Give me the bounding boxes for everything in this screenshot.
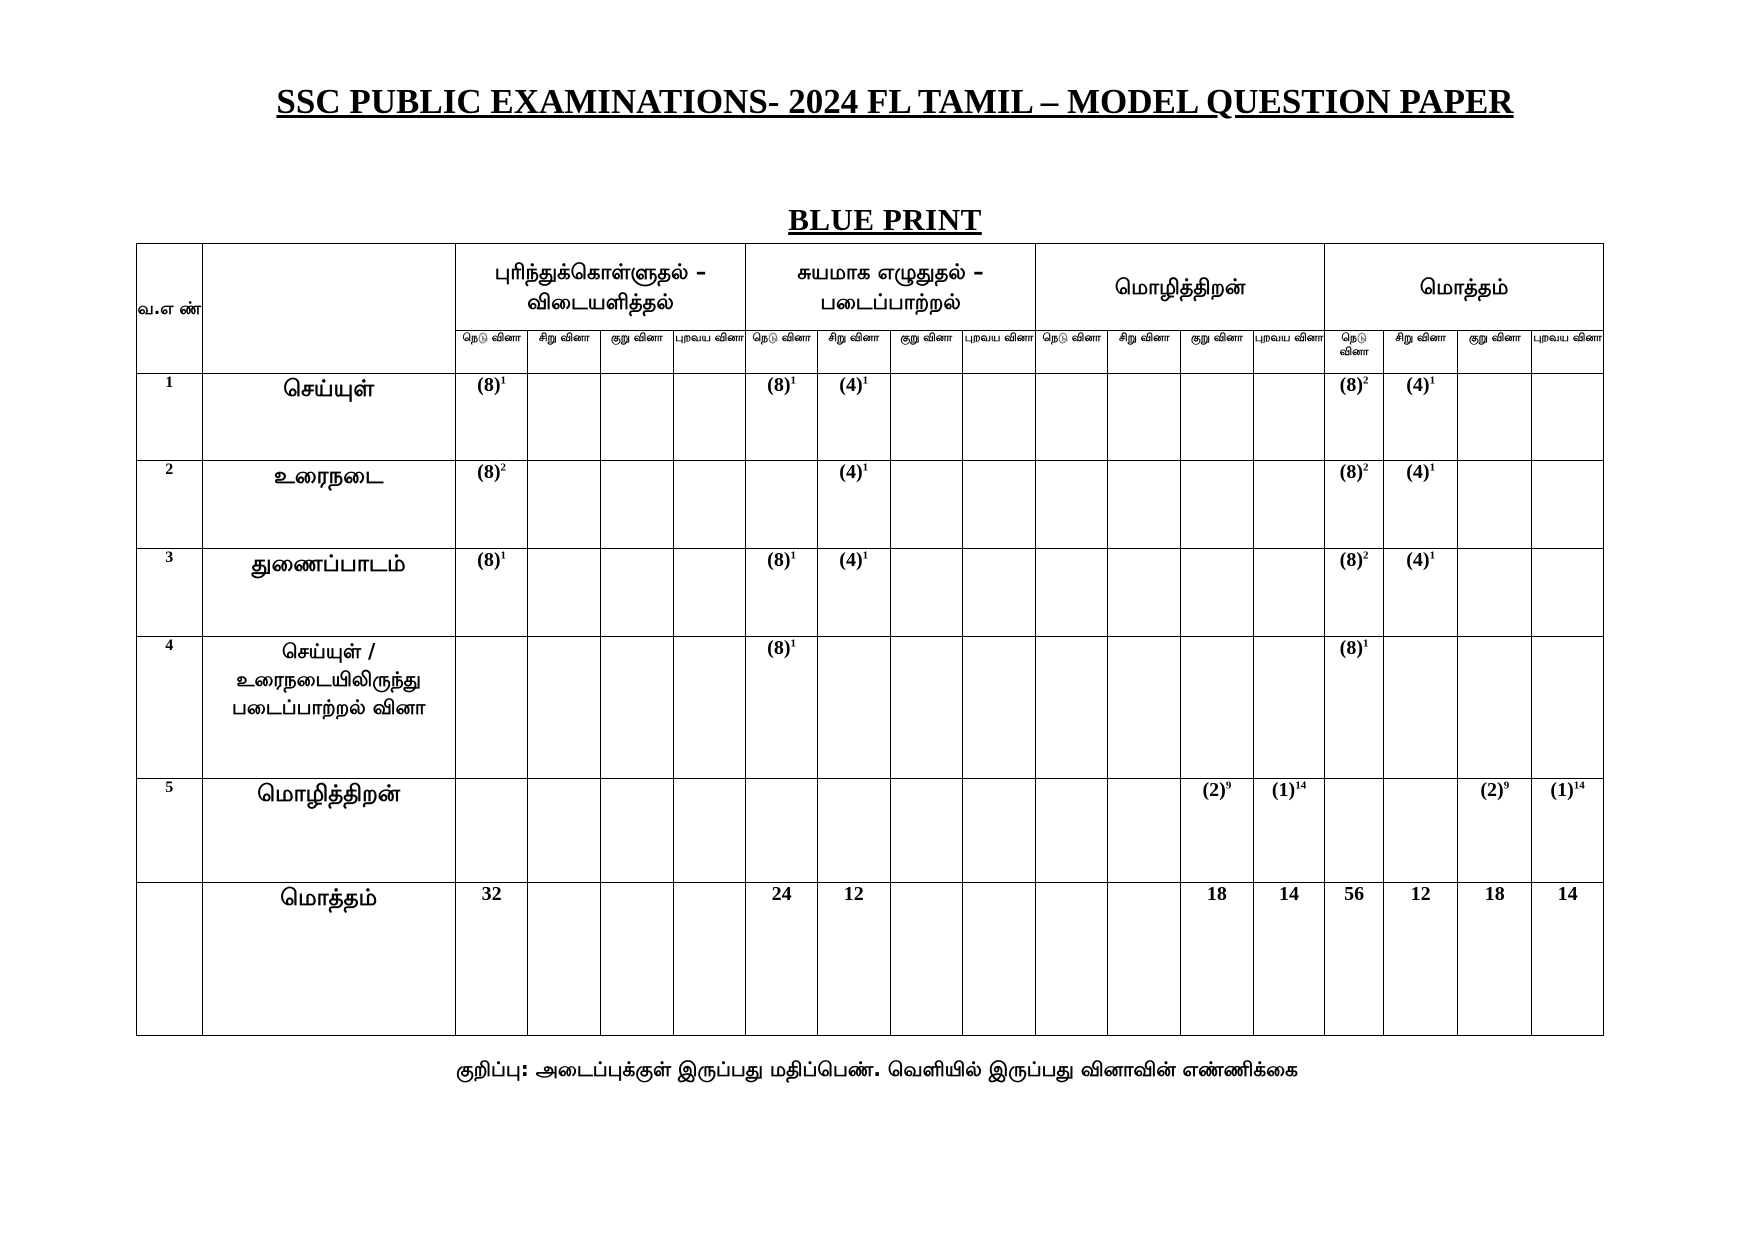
- marks: 4: [845, 549, 856, 571]
- marks-value: $(8)^1$: [767, 374, 797, 396]
- question-count: 14: [1573, 779, 1585, 792]
- row-number: 5: [137, 779, 203, 883]
- row-topic: துணைப்பாடம்: [202, 549, 455, 637]
- marks-value: $(8)^1$: [477, 374, 507, 396]
- table-cell: [1035, 637, 1108, 779]
- subheader-2-2: குறு வினா: [1181, 331, 1254, 374]
- total-cell: [1108, 883, 1181, 1036]
- total-cell: [528, 883, 601, 1036]
- subheader-0-3: புறவய வினா: [673, 331, 746, 374]
- question-count: 1: [862, 461, 869, 474]
- table-cell: [1108, 461, 1181, 549]
- footnote: குறிப்பு: அடைப்புக்குள் இருப்பது மதிப்பெண். வெளியில் இருப்பது வினாவின் எண்ணிக்கை: [456, 1057, 1298, 1081]
- table-cell: [1253, 779, 1325, 883]
- table-cell: [1325, 549, 1384, 637]
- marks-value: $(2)^9$: [1202, 779, 1232, 801]
- total-row: [137, 883, 1604, 1036]
- total-cell: 14: [1532, 883, 1604, 1036]
- question-count: 2: [1363, 461, 1369, 474]
- subheader-1-0: நெடு வினா: [746, 331, 818, 374]
- page-title: SSC PUBLIC EXAMINATIONS- 2024 FL TAMIL – MODEL QUESTION PAPER: [276, 82, 1514, 121]
- table-cell: [1532, 779, 1604, 883]
- marks-value: $(4)^1$: [1406, 549, 1436, 571]
- row-topic: செய்யுள் / உரைநடையிலிருந்து படைப்பாற்றல் வினா: [202, 637, 455, 779]
- subheader-3-2: குறு வினா: [1458, 331, 1532, 374]
- table-cell: [673, 549, 746, 637]
- marks: 8: [1346, 637, 1357, 659]
- table-cell: [817, 779, 890, 883]
- marks: 8: [483, 374, 494, 396]
- table-cell: [890, 461, 963, 549]
- total-cell: 56: [1325, 883, 1384, 1036]
- table-cell: [963, 461, 1036, 549]
- table-cell: [601, 461, 674, 549]
- table-cell: [528, 779, 601, 883]
- subheader-3-0: நெடு வினா: [1325, 331, 1384, 374]
- table-cell: [1325, 461, 1384, 549]
- table-cell: [455, 374, 528, 461]
- table-cell: [1532, 374, 1604, 461]
- table-body: [137, 374, 1604, 1036]
- row-number: 3: [137, 549, 203, 637]
- total-cell: 18: [1458, 883, 1532, 1036]
- table-cell: [455, 549, 528, 637]
- total-cell: [601, 883, 674, 1036]
- table-cell: [1035, 779, 1108, 883]
- table-cell: [1253, 461, 1325, 549]
- marks: 4: [845, 461, 856, 483]
- marks-value: $(4)^1$: [839, 549, 869, 571]
- table-row: [137, 461, 1604, 549]
- table-cell: [673, 637, 746, 779]
- marks: 1: [1557, 779, 1568, 801]
- group-header-creative-writing: சுயமாக எழுதுதல் – படைப்பாற்றல்: [746, 244, 1036, 331]
- marks: 8: [773, 374, 784, 396]
- table-cell: [963, 549, 1036, 637]
- table-cell: [528, 374, 601, 461]
- table-cell: [1035, 374, 1108, 461]
- question-count: 1: [790, 637, 797, 650]
- total-cell: [673, 883, 746, 1036]
- table-cell: [890, 779, 963, 883]
- subheader-3-3: புறவய வினா: [1532, 331, 1604, 374]
- marks-value: $(8)^1$: [1339, 637, 1369, 659]
- marks-value: $(4)^1$: [1406, 461, 1436, 483]
- total-cell: 32: [455, 883, 528, 1036]
- total-cell: 24: [746, 883, 818, 1036]
- table-cell: [963, 374, 1036, 461]
- row-number: 4: [137, 637, 203, 779]
- table-cell: [1253, 637, 1325, 779]
- table-cell: [1325, 374, 1384, 461]
- table-cell: [1108, 374, 1181, 461]
- table-cell: [601, 374, 674, 461]
- marks-value: $(4)^1$: [839, 461, 869, 483]
- table-cell: [817, 374, 890, 461]
- total-cell: 12: [1383, 883, 1458, 1036]
- table-cell: [528, 637, 601, 779]
- blue-print-table: [136, 243, 1604, 1036]
- table-cell: [1383, 549, 1458, 637]
- question-count: 14: [1295, 779, 1307, 792]
- table-cell: [1181, 461, 1254, 549]
- group-header-language-skill: மொழித்திறன்: [1035, 244, 1325, 331]
- marks: 8: [1346, 461, 1357, 483]
- question-count: 2: [1363, 549, 1369, 562]
- marks: 4: [845, 374, 856, 396]
- question-count: 2: [1363, 374, 1369, 387]
- marks: 2: [1209, 779, 1220, 801]
- table-cell: [1035, 461, 1108, 549]
- table-cell: [528, 461, 601, 549]
- marks-value: $(8)^2$: [477, 461, 507, 483]
- marks-value: $(1)^{14}$: [1550, 779, 1585, 801]
- marks-value: $(8)^2$: [1339, 549, 1369, 571]
- table-cell: [746, 779, 818, 883]
- marks: 8: [773, 549, 784, 571]
- subheader-2-3: புறவய வினா: [1253, 331, 1325, 374]
- table-cell: [601, 779, 674, 883]
- total-cell: [963, 883, 1036, 1036]
- table-cell: [963, 637, 1036, 779]
- table-cell: [673, 374, 746, 461]
- topic-header: [202, 244, 455, 374]
- total-cell: [1035, 883, 1108, 1036]
- question-count: 1: [1363, 637, 1369, 650]
- subheader-0-0: நெடு வினா: [455, 331, 528, 374]
- table-cell: [1383, 779, 1458, 883]
- question-count: 1: [1429, 549, 1436, 562]
- table-cell: [1458, 461, 1532, 549]
- question-count: 9: [1503, 779, 1510, 792]
- table-cell: [1035, 549, 1108, 637]
- table-cell: [455, 461, 528, 549]
- group-header-total: மொத்தம்: [1325, 244, 1604, 331]
- marks: 8: [1346, 374, 1357, 396]
- marks-value: $(1)^{14}$: [1271, 779, 1307, 801]
- marks-value: $(4)^1$: [839, 374, 869, 396]
- group-header-row: [137, 244, 1604, 331]
- subheader-1-1: சிறு வினா: [817, 331, 890, 374]
- table-cell: [1458, 549, 1532, 637]
- table-cell: [673, 461, 746, 549]
- marks-value: $(4)^1$: [1406, 374, 1436, 396]
- total-row-number: [137, 883, 203, 1036]
- table-cell: [817, 637, 890, 779]
- table-cell: [746, 549, 818, 637]
- row-number: 2: [137, 461, 203, 549]
- table-cell: [1383, 374, 1458, 461]
- question-count: 1: [862, 374, 869, 387]
- table-cell: [817, 461, 890, 549]
- question-count: 1: [1429, 374, 1436, 387]
- total-cell: 12: [817, 883, 890, 1036]
- table-cell: [1253, 549, 1325, 637]
- table-cell: [601, 637, 674, 779]
- table-row: [137, 779, 1604, 883]
- table-cell: [890, 374, 963, 461]
- total-cell: 14: [1253, 883, 1325, 1036]
- question-count: 1: [862, 549, 869, 562]
- table-cell: [1532, 461, 1604, 549]
- table-cell: [890, 549, 963, 637]
- table-cell: [1458, 374, 1532, 461]
- subheader-3-1: சிறு வினா: [1383, 331, 1458, 374]
- marks: 8: [773, 637, 784, 659]
- table-cell: [673, 779, 746, 883]
- question-count: 1: [500, 374, 507, 387]
- table-cell: [455, 637, 528, 779]
- table-cell: [1253, 374, 1325, 461]
- question-count: 1: [1429, 461, 1436, 474]
- marks: 8: [483, 461, 494, 483]
- marks-value: $(8)^2$: [1339, 461, 1369, 483]
- table-row: [137, 374, 1604, 461]
- marks-value: $(8)^1$: [767, 637, 797, 659]
- marks: 8: [483, 549, 494, 571]
- table-cell: [601, 549, 674, 637]
- table-cell: [1325, 637, 1384, 779]
- marks: 2: [1487, 779, 1498, 801]
- subheader-0-1: சிறு வினா: [528, 331, 601, 374]
- table-cell: [1325, 779, 1384, 883]
- table-cell: [528, 549, 601, 637]
- table-cell: [1181, 637, 1254, 779]
- table-cell: [1532, 637, 1604, 779]
- table-cell: [963, 779, 1036, 883]
- table-cell: [1181, 549, 1254, 637]
- subheader-1-3: புறவய வினா: [963, 331, 1036, 374]
- row-number: 1: [137, 374, 203, 461]
- table-cell: [746, 461, 818, 549]
- table-cell: [1181, 779, 1254, 883]
- question-count: 1: [790, 374, 797, 387]
- table-cell: [1532, 549, 1604, 637]
- question-count: 9: [1225, 779, 1232, 792]
- marks-value: $(8)^2$: [1339, 374, 1369, 396]
- table-cell: [890, 637, 963, 779]
- question-count: 1: [790, 549, 797, 562]
- table-cell: [1383, 637, 1458, 779]
- table-cell: [1108, 549, 1181, 637]
- row-topic: செய்யுள்: [202, 374, 455, 461]
- marks: 4: [1412, 549, 1423, 571]
- table-cell: [817, 549, 890, 637]
- total-cell: [890, 883, 963, 1036]
- table-cell: [455, 779, 528, 883]
- subheader-2-1: சிறு வினா: [1108, 331, 1181, 374]
- table-cell: [1108, 637, 1181, 779]
- marks: 4: [1412, 461, 1423, 483]
- table-cell: [746, 374, 818, 461]
- blue-print-heading: BLUE PRINT: [788, 202, 982, 237]
- table-row: [137, 637, 1604, 779]
- marks-value: $(2)^9$: [1480, 779, 1510, 801]
- question-count: 1: [500, 549, 507, 562]
- subheader-2-0: நெடு வினா: [1035, 331, 1108, 374]
- table-row: [137, 549, 1604, 637]
- group-header-comprehension: புரிந்துக்கொள்ளுதல் – விடையளித்தல்: [455, 244, 746, 331]
- table-cell: [1458, 637, 1532, 779]
- table-cell: [1458, 779, 1532, 883]
- table-cell: [746, 637, 818, 779]
- marks-value: $(8)^1$: [767, 549, 797, 571]
- row-topic: மொழித்திறன்: [202, 779, 455, 883]
- table-cell: [1383, 461, 1458, 549]
- table-cell: [1181, 374, 1254, 461]
- row-topic: உரைநடை: [202, 461, 455, 549]
- subheader-1-2: குறு வினா: [890, 331, 963, 374]
- marks: 4: [1412, 374, 1423, 396]
- table-cell: [1108, 779, 1181, 883]
- total-label: மொத்தம்: [202, 883, 455, 1036]
- sno-header: வ.எ ண்: [137, 244, 203, 374]
- question-count: 2: [500, 461, 507, 474]
- marks-value: $(8)^1$: [477, 549, 507, 571]
- total-cell: 18: [1181, 883, 1254, 1036]
- subheader-0-2: குறு வினா: [601, 331, 674, 374]
- marks: 1: [1278, 779, 1289, 801]
- marks: 8: [1346, 549, 1357, 571]
